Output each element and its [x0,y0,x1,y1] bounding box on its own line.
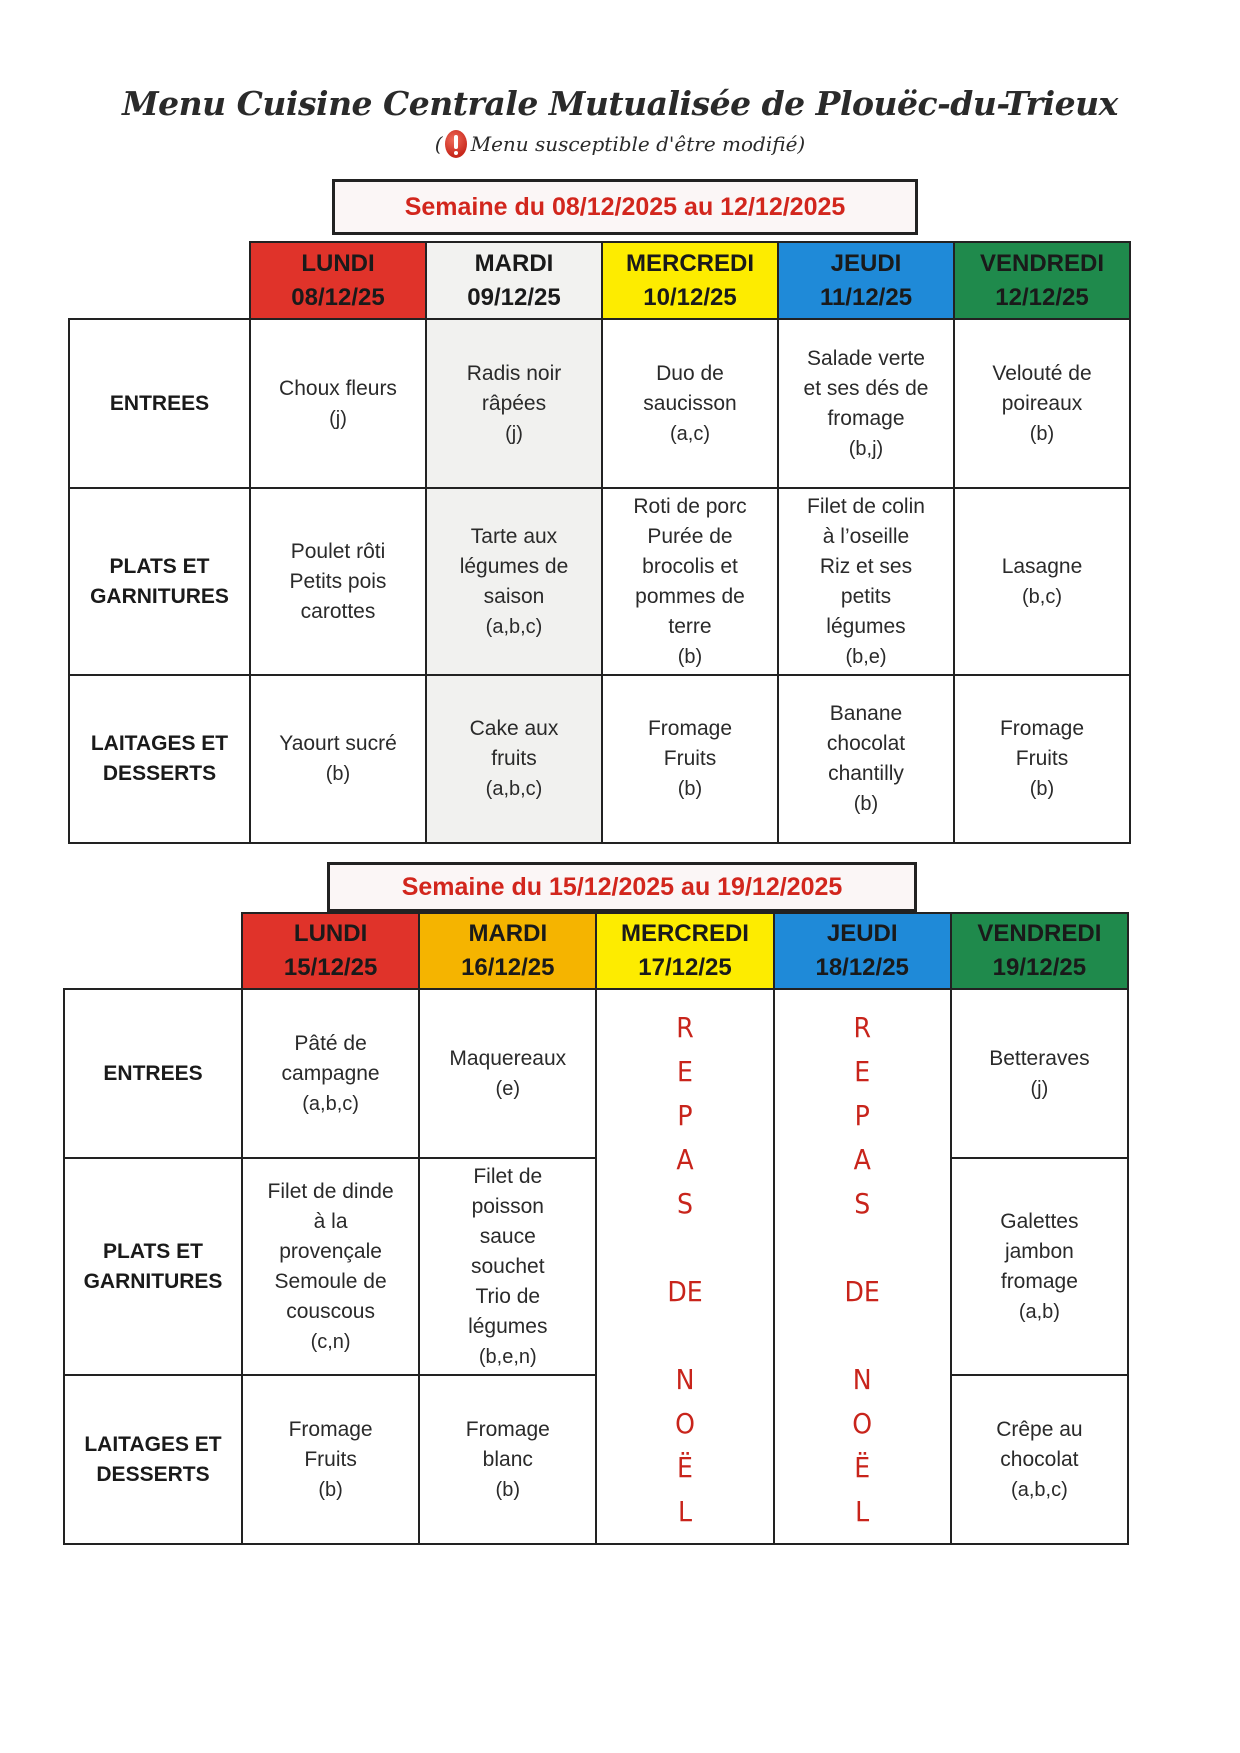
day-date: 19/12/25 [992,954,1087,981]
row-label-desserts [68,674,251,844]
dish-line: Semoule de [274,1269,387,1293]
christmas-letter: A [853,1143,871,1176]
menu-cell-entree [953,318,1131,489]
dish-line: fromage [1000,1269,1078,1293]
dish-line: râpées [481,391,547,415]
christmas-letter: O [675,1407,695,1440]
christmas-letter: P [854,1099,870,1132]
menu-cell-dessert [601,674,779,844]
dish-line: Tarte aux [470,524,558,548]
day-date: 12/12/25 [995,283,1089,311]
menu-cell-plat [249,487,427,676]
allergen-code: (j) [329,407,347,430]
dish-line: Banane [829,702,903,725]
day-header-mardi [425,241,603,320]
allergen-code: (e) [495,1077,520,1100]
dish-line: Duo de [656,361,724,385]
christmas-letter: N [675,1363,695,1396]
subtitle-open-paren: ( [434,132,443,156]
dish-line: Choux fleurs [279,376,397,400]
dish-line: jambon [1004,1239,1074,1263]
dish-line: Betteraves [989,1046,1090,1070]
dish-line: saison [483,584,545,608]
day-header-jeudi [777,241,955,320]
allergen-code: (b) [677,778,703,800]
allergen-code: (b,j) [848,437,884,460]
christmas-letter: L [677,1495,692,1528]
dish-line: souchet [471,1254,545,1278]
menu-cell-entree [425,318,603,489]
day-name: VENDREDI [979,249,1105,277]
allergen-code: (a,c) [670,422,710,445]
page-subtitle [0,130,1240,158]
allergen-code: (b) [853,793,879,815]
day-name: JEUDI [830,249,902,277]
dish-line: Lasagne [1001,554,1083,578]
allergen-code: (b) [1029,778,1055,800]
dish-line: pommes de [635,584,745,608]
day-header-mercredi [601,241,779,320]
dish-line: Pâté de [294,1031,367,1055]
menu-cell-plat [953,487,1131,676]
menu-cell-entree [418,988,597,1159]
menu-cell-plat [950,1157,1129,1376]
row-label-text: GARNITURES [90,584,229,608]
dish-line: terre [668,614,712,638]
day-date: 10/12/25 [643,283,737,311]
allergen-code: (b,c) [1022,585,1062,608]
day-header-vendredi [953,241,1131,320]
dish-line: campagne [281,1061,380,1085]
row-label-text: LAITAGES ET [84,1432,222,1456]
menu-cell-entree [241,988,420,1159]
allergen-code: (b) [495,1478,520,1501]
dish-line: Riz et ses [819,554,913,578]
day-date: 11/12/25 [819,283,913,311]
day-header-vendredi [950,912,1129,990]
dish-line: fruits [491,747,537,770]
day-name: MERCREDI [625,249,754,277]
row-label-text: GARNITURES [83,1269,223,1293]
dish-line: saucisson [643,391,737,415]
row-label-text: ENTREES [109,391,210,415]
row-label-text: LAITAGES ET [90,732,229,755]
allergen-code: (a,b,c) [485,615,543,638]
allergen-code: (b) [1029,422,1055,445]
dish-line: blanc [482,1447,533,1471]
dish-line: couscous [286,1299,375,1323]
exclamation-icon [445,130,467,158]
dish-line: brocolis et [642,554,738,578]
week-banner: Semaine du 08/12/2025 au 12/12/2025 [332,179,918,235]
day-header-jeudi [773,912,952,990]
dish-line: légumes [468,1314,548,1338]
day-header-lundi [241,912,420,990]
allergen-code: (a,b,c) [485,778,543,800]
dish-line: Cake aux [469,717,559,740]
dish-line: Fromage [999,717,1085,740]
dish-line: Radis noir [466,361,562,385]
allergen-code: (b,e,n) [478,1345,537,1368]
allergen-code: (b) [318,1478,343,1501]
menu-cell-plat [777,487,955,676]
day-name: MERCREDI [620,920,749,947]
row-label-text: ENTREES [103,1061,203,1085]
dish-line: Yaourt sucré [279,732,397,755]
menu-cell-dessert [950,1374,1129,1545]
day-name: MARDI [468,920,548,947]
row-label-entrees [63,988,243,1159]
allergen-code: (c,n) [310,1330,351,1353]
week-banner: Semaine du 15/12/2025 au 19/12/2025 [327,862,917,912]
dish-line: chocolat [1000,1447,1079,1471]
menu-cell-plat [601,487,779,676]
day-date: 16/12/25 [461,954,555,981]
allergen-code: (a,b,c) [302,1092,359,1115]
dish-line: chantilly [828,762,904,785]
dish-line: légumes [826,614,906,638]
day-date: 15/12/25 [283,954,378,981]
dish-line: Crêpe au [996,1417,1083,1441]
menu-cell-entree [777,318,955,489]
menu-cell-entree [601,318,779,489]
menu-cell-dessert [953,674,1131,844]
dish-line: Roti de porc [633,494,747,518]
day-header-mercredi [595,912,774,990]
dish-line: Fromage [288,1417,373,1441]
dish-line: carottes [300,599,376,623]
dish-line: à l’oseille [822,524,910,548]
dish-line: poisson [471,1194,544,1218]
christmas-letter: Ë [854,1451,871,1484]
day-name: MARDI [474,249,554,277]
row-label-plats [63,1157,243,1376]
row-label-entrees [68,318,251,489]
menu-cell-dessert [777,674,955,844]
christmas-letter: L [855,1495,870,1528]
christmas-letter: DE [844,1275,880,1308]
christmas-letter: Ë [677,1451,693,1484]
christmas-letter: DE [667,1275,703,1308]
allergen-code: (a,b) [1018,1300,1060,1323]
christmas-letter: A [676,1143,694,1176]
dish-line: Maquereaux [449,1046,567,1070]
christmas-letter: R [676,1011,694,1044]
dish-line: Fromage [647,717,733,740]
dish-line: Galettes [1000,1209,1079,1233]
dish-line: petits [840,584,892,608]
day-name: LUNDI [293,920,368,947]
dish-line: Poulet rôti [290,539,386,563]
menu-cell-entree [249,318,427,489]
day-header-lundi [249,241,427,320]
dish-line: sauce [479,1224,536,1248]
allergen-code: (a,b,c) [1011,1478,1068,1501]
subtitle-text: Menu susceptible d'être modifié) [470,132,806,156]
dish-line: Salade verte [807,346,925,370]
row-label-text: PLATS ET [109,554,210,578]
menu-cell-dessert [425,674,603,844]
allergen-code: (j) [505,422,523,445]
dish-line: Velouté de [992,361,1092,385]
day-date: 08/12/25 [291,283,385,311]
dish-line: Fruits [304,1447,357,1471]
row-label-text: DESSERTS [96,1462,210,1486]
christmas-letter: S [676,1187,693,1220]
menu-cell-plat [425,487,603,676]
row-label-text: PLATS ET [103,1239,203,1263]
dish-line: Petits pois [289,569,387,593]
day-name: JEUDI [826,920,898,947]
menu-cell-plat [418,1157,597,1376]
menu-cell-dessert [249,674,427,844]
dish-line: à la [313,1209,348,1233]
christmas-letter: P [677,1099,693,1132]
christmas-meal-cell [773,988,952,1545]
day-date: 18/12/25 [815,954,909,981]
menu-cell-dessert [418,1374,597,1545]
menu-cell-dessert [241,1374,420,1545]
row-label-plats [68,487,251,676]
day-date: 17/12/25 [638,954,732,981]
christmas-letter: E [677,1055,693,1088]
allergen-code: (b,e) [845,645,887,668]
dish-line: poireaux [1001,391,1083,415]
row-label-text: DESSERTS [102,762,217,785]
dish-line: fromage [827,406,905,430]
row-label-desserts [63,1374,243,1545]
menu-cell-plat [241,1157,420,1376]
dish-line: Filet de colin [807,494,925,518]
dish-line: chocolat [826,732,906,755]
dish-line: et ses dés de [803,376,929,400]
christmas-letter: R [853,1011,871,1044]
dish-line: légumes de [459,554,569,578]
dish-line: Trio de [475,1284,541,1308]
christmas-letter: S [854,1187,871,1220]
dish-line: Fruits [1015,747,1069,770]
day-name: VENDREDI [977,920,1102,947]
dish-line: Purée de [647,524,733,548]
dish-line: Filet de [473,1164,543,1188]
dish-line: Filet de dinde [267,1179,394,1203]
day-name: LUNDI [301,249,375,277]
christmas-meal-cell [595,988,774,1545]
day-header-mardi [418,912,597,990]
menu-cell-entree [950,988,1129,1159]
day-date: 09/12/25 [467,283,561,311]
christmas-letter: O [852,1407,873,1440]
christmas-letter: E [854,1055,871,1088]
allergen-code: (j) [1030,1077,1049,1100]
dish-line: Fromage [465,1417,550,1441]
allergen-code: (b) [325,763,351,785]
page-title: Menu Cuisine Centrale Mutualisée de Plouëc-du-Trieux [122,84,1118,123]
dish-line: provençale [279,1239,382,1263]
christmas-letter: N [852,1363,872,1396]
dish-line: Fruits [663,747,717,770]
allergen-code: (b) [677,645,703,668]
